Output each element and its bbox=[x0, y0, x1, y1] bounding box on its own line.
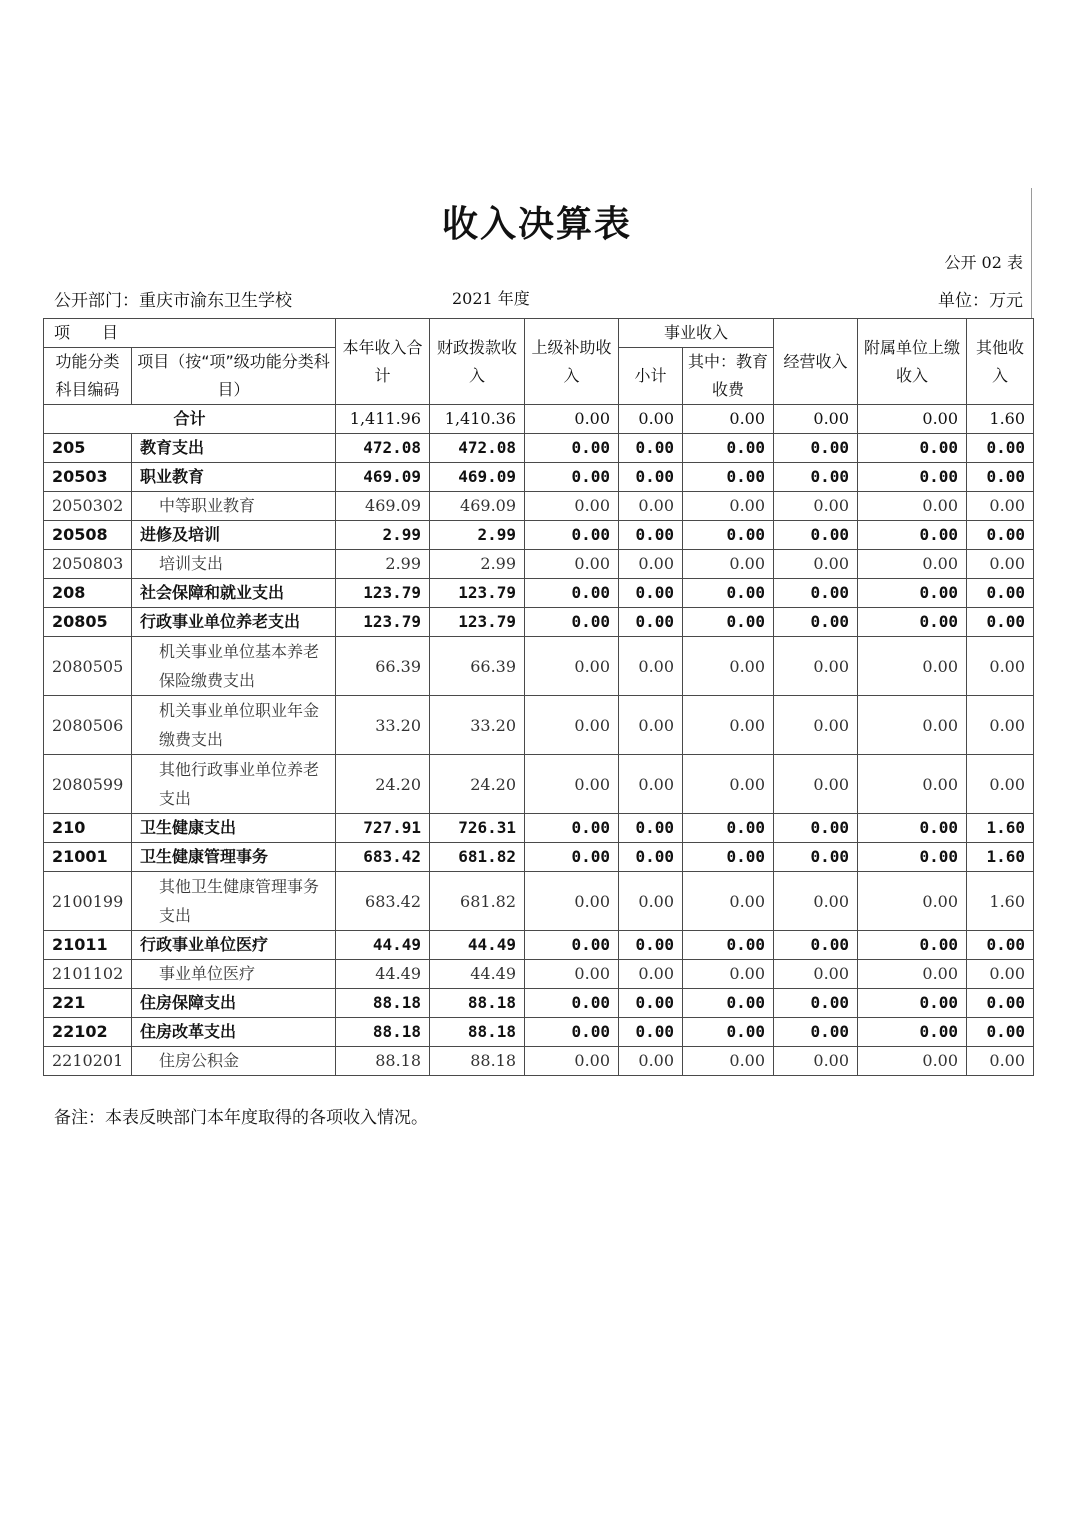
row-code: 21011 bbox=[44, 931, 132, 960]
row-value: 0.00 bbox=[774, 550, 858, 579]
row-value: 0.00 bbox=[683, 579, 774, 608]
row-value: 0.00 bbox=[619, 521, 683, 550]
row-value: 0.00 bbox=[967, 521, 1034, 550]
row-value: 0.00 bbox=[619, 492, 683, 521]
row-value: 0.00 bbox=[683, 931, 774, 960]
row-value: 0.00 bbox=[619, 463, 683, 492]
row-value: 0.00 bbox=[858, 931, 967, 960]
header-superior: 上级补助收入 bbox=[525, 319, 619, 405]
row-value: 0.00 bbox=[774, 872, 858, 931]
row-name: 中等职业教育 bbox=[132, 492, 336, 521]
row-value: 0.00 bbox=[619, 931, 683, 960]
row-value: 123.79 bbox=[430, 608, 525, 637]
row-value: 2.99 bbox=[430, 521, 525, 550]
table-row bbox=[44, 521, 1034, 550]
row-code: 20508 bbox=[44, 521, 132, 550]
row-name: 机关事业单位基本养老保险缴费支出 bbox=[132, 637, 336, 696]
row-value: 469.09 bbox=[430, 463, 525, 492]
row-value: 0.00 bbox=[525, 843, 619, 872]
total-cell: 0.00 bbox=[858, 405, 967, 434]
table-row bbox=[44, 1018, 1034, 1047]
row-value: 44.49 bbox=[336, 931, 430, 960]
fiscal-year: 2021 年度 bbox=[452, 289, 530, 308]
row-value: 0.00 bbox=[967, 755, 1034, 814]
row-value: 469.09 bbox=[430, 492, 525, 521]
row-value: 0.00 bbox=[774, 579, 858, 608]
row-value: 66.39 bbox=[430, 637, 525, 696]
row-value: 123.79 bbox=[430, 579, 525, 608]
table-row bbox=[44, 579, 1034, 608]
table-row bbox=[44, 492, 1034, 521]
row-value: 0.00 bbox=[683, 492, 774, 521]
row-value: 24.20 bbox=[430, 755, 525, 814]
row-value: 0.00 bbox=[774, 434, 858, 463]
total-cell: 1.60 bbox=[967, 405, 1034, 434]
row-value: 0.00 bbox=[525, 1047, 619, 1076]
row-code: 2101102 bbox=[44, 960, 132, 989]
department-label: 公开部门：重庆市渝东卫生学校 bbox=[54, 291, 292, 311]
row-value: 0.00 bbox=[858, 696, 967, 755]
header-name: 项目（按“项”级功能分类科目） bbox=[132, 348, 336, 405]
row-value: 0.00 bbox=[683, 755, 774, 814]
row-value: 0.00 bbox=[858, 434, 967, 463]
table-row bbox=[44, 989, 1034, 1018]
row-value: 0.00 bbox=[967, 989, 1034, 1018]
table-row bbox=[44, 1047, 1034, 1076]
row-value: 0.00 bbox=[525, 521, 619, 550]
row-value: 469.09 bbox=[336, 492, 430, 521]
row-value: 2.99 bbox=[430, 550, 525, 579]
row-value: 44.49 bbox=[336, 960, 430, 989]
row-code: 210 bbox=[44, 814, 132, 843]
row-value: 0.00 bbox=[967, 579, 1034, 608]
row-value: 0.00 bbox=[858, 1018, 967, 1047]
header-other: 其他收入 bbox=[967, 319, 1034, 405]
row-value: 0.00 bbox=[967, 550, 1034, 579]
row-code: 2080506 bbox=[44, 696, 132, 755]
row-name: 其他卫生健康管理事务支出 bbox=[132, 872, 336, 931]
row-value: 44.49 bbox=[430, 931, 525, 960]
row-value: 88.18 bbox=[336, 1047, 430, 1076]
row-value: 0.00 bbox=[683, 696, 774, 755]
row-value: 0.00 bbox=[619, 989, 683, 1018]
row-value: 0.00 bbox=[525, 814, 619, 843]
row-value: 0.00 bbox=[525, 463, 619, 492]
row-code: 2080599 bbox=[44, 755, 132, 814]
header-row bbox=[44, 319, 1034, 348]
row-code: 2050302 bbox=[44, 492, 132, 521]
row-value: 472.08 bbox=[430, 434, 525, 463]
row-name: 住房改革支出 bbox=[132, 1018, 336, 1047]
row-value: 0.00 bbox=[525, 1018, 619, 1047]
header-item-group: 项 目 bbox=[44, 319, 336, 348]
row-value: 0.00 bbox=[858, 989, 967, 1018]
row-value: 0.00 bbox=[619, 960, 683, 989]
row-value: 0.00 bbox=[619, 843, 683, 872]
row-value: 0.00 bbox=[619, 550, 683, 579]
total-label: 合计 bbox=[44, 405, 336, 434]
row-value: 66.39 bbox=[336, 637, 430, 696]
header-total-income: 本年收入合计 bbox=[336, 319, 430, 405]
row-value: 123.79 bbox=[336, 579, 430, 608]
row-value: 0.00 bbox=[619, 1018, 683, 1047]
row-value: 0.00 bbox=[967, 434, 1034, 463]
total-cell: 0.00 bbox=[525, 405, 619, 434]
row-value: 0.00 bbox=[525, 637, 619, 696]
row-value: 0.00 bbox=[683, 989, 774, 1018]
row-value: 0.00 bbox=[858, 521, 967, 550]
total-cell: 0.00 bbox=[619, 405, 683, 434]
row-value: 0.00 bbox=[774, 521, 858, 550]
row-name: 行政事业单位医疗 bbox=[132, 931, 336, 960]
total-cell: 0.00 bbox=[774, 405, 858, 434]
row-value: 0.00 bbox=[525, 872, 619, 931]
row-value: 0.00 bbox=[858, 872, 967, 931]
table-row bbox=[44, 755, 1034, 814]
row-value: 0.00 bbox=[683, 550, 774, 579]
table-row bbox=[44, 608, 1034, 637]
row-name: 住房公积金 bbox=[132, 1047, 336, 1076]
row-name: 培训支出 bbox=[132, 550, 336, 579]
row-value: 0.00 bbox=[967, 608, 1034, 637]
table-row bbox=[44, 843, 1034, 872]
row-value: 44.49 bbox=[430, 960, 525, 989]
total-row bbox=[44, 405, 1034, 434]
row-value: 0.00 bbox=[525, 608, 619, 637]
row-value: 0.00 bbox=[774, 960, 858, 989]
row-value: 0.00 bbox=[525, 931, 619, 960]
row-value: 681.82 bbox=[430, 872, 525, 931]
total-cell: 1,410.36 bbox=[430, 405, 525, 434]
row-code: 2050803 bbox=[44, 550, 132, 579]
row-value: 0.00 bbox=[683, 960, 774, 989]
header-business: 事业收入 bbox=[619, 319, 774, 348]
row-value: 0.00 bbox=[619, 637, 683, 696]
row-value: 0.00 bbox=[967, 637, 1034, 696]
row-code: 21001 bbox=[44, 843, 132, 872]
row-code: 2080505 bbox=[44, 637, 132, 696]
row-code: 22102 bbox=[44, 1018, 132, 1047]
header-affiliated: 附属单位上缴收入 bbox=[858, 319, 967, 405]
table-row bbox=[44, 463, 1034, 492]
footnote: 备注：本表反映部门本年度取得的各项收入情况。 bbox=[54, 1108, 428, 1128]
row-value: 123.79 bbox=[336, 608, 430, 637]
row-code: 20503 bbox=[44, 463, 132, 492]
row-value: 726.31 bbox=[430, 814, 525, 843]
row-value: 88.18 bbox=[430, 989, 525, 1018]
row-code: 221 bbox=[44, 989, 132, 1018]
row-value: 0.00 bbox=[525, 434, 619, 463]
row-code: 208 bbox=[44, 579, 132, 608]
row-value: 0.00 bbox=[683, 814, 774, 843]
row-value: 0.00 bbox=[774, 843, 858, 872]
row-code: 205 bbox=[44, 434, 132, 463]
row-value: 727.91 bbox=[336, 814, 430, 843]
row-name: 机关事业单位职业年金缴费支出 bbox=[132, 696, 336, 755]
row-value: 0.00 bbox=[619, 608, 683, 637]
row-name: 进修及培训 bbox=[132, 521, 336, 550]
table-row bbox=[44, 550, 1034, 579]
row-value: 0.00 bbox=[525, 755, 619, 814]
row-value: 88.18 bbox=[430, 1047, 525, 1076]
row-value: 0.00 bbox=[858, 637, 967, 696]
row-value: 2.99 bbox=[336, 550, 430, 579]
row-value: 0.00 bbox=[967, 463, 1034, 492]
row-value: 0.00 bbox=[774, 637, 858, 696]
header-operating: 经营收入 bbox=[774, 319, 858, 405]
row-value: 0.00 bbox=[858, 1047, 967, 1076]
row-code: 2210201 bbox=[44, 1047, 132, 1076]
row-value: 681.82 bbox=[430, 843, 525, 872]
header-business-edu: 其中：教育收费 bbox=[683, 348, 774, 405]
row-value: 0.00 bbox=[525, 696, 619, 755]
row-value: 0.00 bbox=[858, 755, 967, 814]
row-value: 0.00 bbox=[525, 492, 619, 521]
table-row bbox=[44, 960, 1034, 989]
row-value: 469.09 bbox=[336, 463, 430, 492]
row-value: 88.18 bbox=[336, 989, 430, 1018]
income-report-table bbox=[43, 318, 1034, 1076]
row-value: 2.99 bbox=[336, 521, 430, 550]
row-value: 0.00 bbox=[774, 492, 858, 521]
row-value: 0.00 bbox=[525, 989, 619, 1018]
total-cell: 0.00 bbox=[683, 405, 774, 434]
row-value: 0.00 bbox=[774, 608, 858, 637]
row-name: 教育支出 bbox=[132, 434, 336, 463]
row-value: 0.00 bbox=[774, 696, 858, 755]
row-value: 0.00 bbox=[858, 550, 967, 579]
row-value: 0.00 bbox=[683, 1018, 774, 1047]
row-name: 住房保障支出 bbox=[132, 989, 336, 1018]
row-value: 0.00 bbox=[967, 960, 1034, 989]
row-value: 0.00 bbox=[683, 463, 774, 492]
row-value: 0.00 bbox=[683, 843, 774, 872]
table-row bbox=[44, 931, 1034, 960]
row-value: 0.00 bbox=[683, 521, 774, 550]
row-value: 0.00 bbox=[967, 492, 1034, 521]
row-value: 0.00 bbox=[774, 989, 858, 1018]
row-value: 0.00 bbox=[774, 463, 858, 492]
row-value: 0.00 bbox=[683, 434, 774, 463]
row-value: 0.00 bbox=[858, 843, 967, 872]
row-value: 0.00 bbox=[525, 960, 619, 989]
row-name: 卫生健康管理事务 bbox=[132, 843, 336, 872]
row-value: 0.00 bbox=[774, 931, 858, 960]
row-name: 卫生健康支出 bbox=[132, 814, 336, 843]
row-value: 0.00 bbox=[967, 1018, 1034, 1047]
table-row bbox=[44, 434, 1034, 463]
table-row bbox=[44, 814, 1034, 843]
row-value: 0.00 bbox=[619, 755, 683, 814]
table-row bbox=[44, 696, 1034, 755]
row-value: 0.00 bbox=[858, 463, 967, 492]
row-value: 0.00 bbox=[967, 931, 1034, 960]
unit-label: 单位：万元 bbox=[938, 291, 1023, 311]
row-value: 0.00 bbox=[683, 608, 774, 637]
row-value: 0.00 bbox=[619, 434, 683, 463]
row-value: 1.60 bbox=[967, 814, 1034, 843]
row-value: 1.60 bbox=[967, 872, 1034, 931]
row-value: 0.00 bbox=[619, 1047, 683, 1076]
row-value: 472.08 bbox=[336, 434, 430, 463]
row-code: 20805 bbox=[44, 608, 132, 637]
row-value: 33.20 bbox=[336, 696, 430, 755]
row-value: 0.00 bbox=[525, 579, 619, 608]
row-value: 0.00 bbox=[525, 550, 619, 579]
row-value: 0.00 bbox=[967, 1047, 1034, 1076]
row-value: 0.00 bbox=[858, 492, 967, 521]
row-value: 683.42 bbox=[336, 843, 430, 872]
row-name: 职业教育 bbox=[132, 463, 336, 492]
row-value: 33.20 bbox=[430, 696, 525, 755]
row-value: 0.00 bbox=[774, 814, 858, 843]
row-value: 88.18 bbox=[336, 1018, 430, 1047]
row-value: 0.00 bbox=[774, 1018, 858, 1047]
row-value: 0.00 bbox=[858, 579, 967, 608]
row-value: 0.00 bbox=[858, 608, 967, 637]
row-value: 0.00 bbox=[858, 814, 967, 843]
row-value: 0.00 bbox=[619, 579, 683, 608]
row-name: 行政事业单位养老支出 bbox=[132, 608, 336, 637]
row-code: 2100199 bbox=[44, 872, 132, 931]
form-number: 公开 02 表 bbox=[944, 253, 1023, 272]
row-value: 0.00 bbox=[774, 1047, 858, 1076]
row-value: 0.00 bbox=[619, 814, 683, 843]
row-value: 0.00 bbox=[858, 960, 967, 989]
header-code: 功能分类科目编码 bbox=[44, 348, 132, 405]
table-row bbox=[44, 637, 1034, 696]
row-name: 事业单位医疗 bbox=[132, 960, 336, 989]
report-title: 收入决算表 bbox=[441, 204, 632, 245]
header-business-sub: 小计 bbox=[619, 348, 683, 405]
table-row bbox=[44, 872, 1034, 931]
row-name: 社会保障和就业支出 bbox=[132, 579, 336, 608]
row-value: 0.00 bbox=[967, 696, 1034, 755]
row-value: 0.00 bbox=[683, 872, 774, 931]
row-value: 0.00 bbox=[683, 637, 774, 696]
row-value: 0.00 bbox=[774, 755, 858, 814]
row-value: 1.60 bbox=[967, 843, 1034, 872]
header-fiscal: 财政拨款收入 bbox=[430, 319, 525, 405]
total-cell: 1,411.96 bbox=[336, 405, 430, 434]
row-value: 24.20 bbox=[336, 755, 430, 814]
row-value: 88.18 bbox=[430, 1018, 525, 1047]
row-value: 0.00 bbox=[683, 1047, 774, 1076]
row-value: 0.00 bbox=[619, 696, 683, 755]
row-value: 683.42 bbox=[336, 872, 430, 931]
row-value: 0.00 bbox=[619, 872, 683, 931]
row-name: 其他行政事业单位养老支出 bbox=[132, 755, 336, 814]
